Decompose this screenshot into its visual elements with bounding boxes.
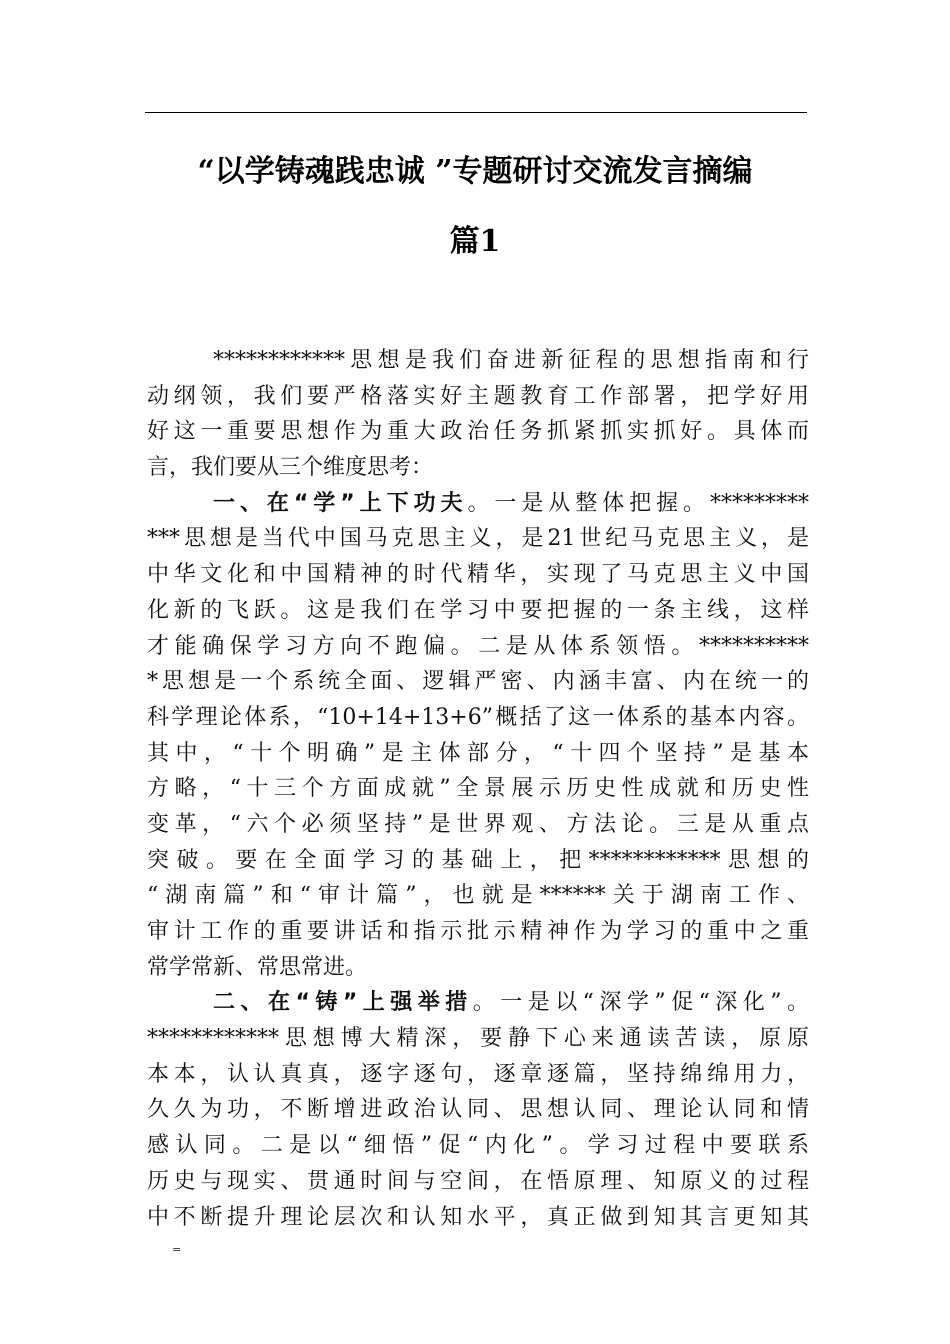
paragraph-3-text: 。一是以“深学”促“深化”。 — [472, 990, 810, 1016]
paragraph-2-line: *思想是一个系统全面、逻辑严密、内涵丰富、内在统一的 — [147, 669, 809, 695]
section-heading-2: 二、在“铸”上强举措 — [213, 990, 473, 1016]
paragraph-2-line: 才能确保学习方向不跑偏。二是从体系领悟。********** — [147, 633, 809, 659]
paragraph-1-line: 言，我们要从三个维度思考： — [147, 455, 434, 481]
paragraph-3-line: 本本，认认真真，逐字逐句，逐章逐篇，坚持绵绵用力， — [147, 1061, 809, 1087]
paragraph-3-line: 久久为功，不断增进政治认同、思想认同、理论认同和情 — [147, 1097, 809, 1123]
paragraph-2-line: 科学理论体系，“10+14+13+6”概括了这一体系的基本内容。 — [147, 704, 809, 730]
document-subtitle: 篇1 — [449, 224, 501, 259]
paragraph-2-line: 常学常新、常思常进。 — [147, 954, 368, 980]
paragraph-3-line: 感认同。二是以“细悟”促“内化”。学习过程中要联系 — [147, 1133, 809, 1159]
footer-mark: = — [172, 1243, 182, 1256]
paragraph-2-line: 变革，“六个必须坚持”是世界观、方法论。三是从重点 — [147, 811, 809, 837]
paragraph-2-line: “湖南篇”和“审计篇”，也就是******关于湖南工作、 — [147, 883, 809, 909]
paragraph-2-text: 。一是从整体把握。********* — [467, 490, 809, 516]
paragraph-3-line — [147, 985, 809, 1021]
document-body — [147, 343, 809, 1235]
paragraph-2-line: ***思想是当代中国马克思主义，是21世纪马克思主义，是 — [147, 526, 809, 552]
paragraph-1-line: 动纲领，我们要严格落实好主题教育工作部署，把学好用 — [147, 383, 809, 409]
paragraph-2-line: 中华文化和中国精神的时代精华，实现了马克思主义中国 — [147, 562, 809, 588]
paragraph-2-line: 审计工作的重要讲话和指示批示精神作为学习的重中之重 — [147, 919, 809, 944]
paragraph-2-line — [147, 486, 809, 522]
header-rule — [145, 112, 807, 113]
paragraph-3-line: ************思想博大精深，要静下心来通读苦读，原原 — [147, 1026, 809, 1052]
section-heading-1: 一、在“学”上下功夫 — [213, 490, 468, 516]
paragraph-3-line: 中不断提升理论层次和认知水平，真正做到知其言更知其 — [147, 1204, 809, 1230]
paragraph-3-line: 历史与现实、贯通时间与空间，在悟原理、知原义的过程 — [147, 1168, 809, 1194]
document-title: “以学铸魂践忠诚 ”专题研讨交流发言摘编 — [197, 154, 753, 189]
paragraph-2-line: 其中，“十个明确”是主体部分，“十四个坚持”是基本 — [147, 740, 809, 766]
paragraph-1-line: ************思想是我们奋进新征程的思想指南和行 — [213, 348, 809, 373]
paragraph-2-line: 突破。要在全面学习的基础上，把************思想的 — [147, 847, 809, 873]
paragraph-2-line: 化新的飞跃。这是我们在学习中要把握的一条主线，这样 — [147, 597, 809, 623]
paragraph-2-line: 方略，“十三个方面成就”全景展示历史性成就和历史性 — [147, 776, 809, 802]
paragraph-1-line: 好这一重要思想作为重大政治任务抓紧抓实抓好。具体而 — [147, 419, 809, 445]
